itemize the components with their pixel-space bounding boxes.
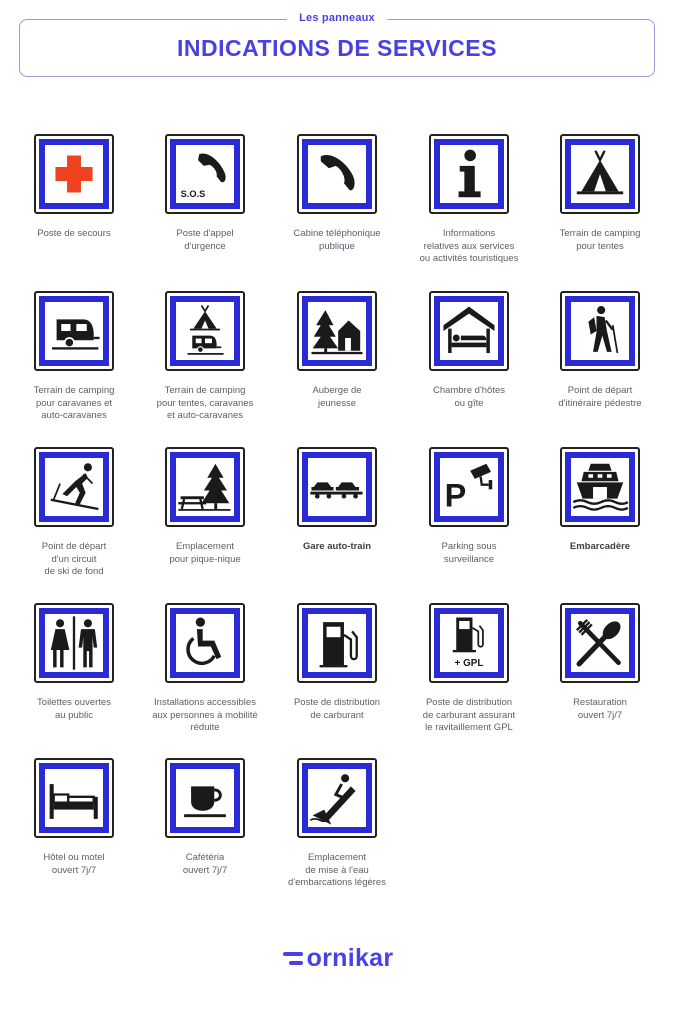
header-label: Les panneaux xyxy=(287,12,387,24)
sign-caption: Parking sous surveillance xyxy=(441,541,497,565)
sign-card xyxy=(277,447,397,554)
sign-card xyxy=(409,291,529,410)
sign-card xyxy=(145,134,265,253)
picnic-icon xyxy=(176,458,234,516)
sign-frame xyxy=(297,291,377,371)
sign-frame xyxy=(429,603,509,683)
sign-frame xyxy=(165,291,245,371)
gpl-label: + GPL xyxy=(454,658,484,670)
phone-handset-icon xyxy=(308,145,366,203)
bed-icon xyxy=(45,769,103,827)
sign-caption: Auberge de jeunesse xyxy=(312,385,362,409)
sign-frame xyxy=(34,134,114,214)
red-cross-icon xyxy=(45,145,103,203)
sign-caption: Terrain de camping pour tentes xyxy=(559,228,641,252)
sign-caption: Emplacement pour pique-nique xyxy=(169,541,241,565)
sign-frame xyxy=(297,603,377,683)
sign-frame xyxy=(429,134,509,214)
sign-caption: Chambre d'hôtes ou gîte xyxy=(432,385,506,409)
sign-card xyxy=(409,447,529,566)
sign-frame xyxy=(165,447,245,527)
sign-frame xyxy=(165,603,245,683)
sign-card xyxy=(540,603,660,722)
sign-caption: Poste de distribution de carburant assurant le ravitaillement GPL xyxy=(422,697,516,733)
sign-card xyxy=(277,134,397,253)
sign-frame xyxy=(34,291,114,371)
ornikar-logo xyxy=(0,944,676,974)
sign-card xyxy=(14,134,134,241)
hiker-icon xyxy=(571,302,629,360)
sign-caption: Poste de distribution de carburant xyxy=(293,697,381,721)
sign-frame xyxy=(429,447,509,527)
sign-frame xyxy=(297,134,377,214)
logo-text: ornikar xyxy=(306,944,394,972)
sign-frame xyxy=(560,447,640,527)
sign-frame xyxy=(34,447,114,527)
car-train-icon xyxy=(308,458,366,516)
sign-frame xyxy=(34,603,114,683)
sign-caption: Cafétéria ouvert 7j/7 xyxy=(182,852,228,876)
sign-card xyxy=(409,603,529,735)
sign-caption: Installations accessibles aux personnes à mobilité réduite xyxy=(152,697,258,733)
sos-phone-icon xyxy=(176,145,234,203)
sign-frame xyxy=(297,758,377,838)
sign-caption: Toilettes ouvertes au public xyxy=(37,697,111,721)
sign-caption: Gare auto-train xyxy=(302,541,372,552)
sign-frame xyxy=(165,758,245,838)
sign-frame xyxy=(560,603,640,683)
sign-card xyxy=(277,603,397,722)
fuel-pump-gpl-icon xyxy=(440,614,498,672)
sign-card xyxy=(145,758,265,877)
bed-house-icon xyxy=(440,302,498,360)
toilets-icon xyxy=(45,614,103,672)
sign-caption: Informations relatives aux services ou activités touristiques xyxy=(419,228,519,264)
sign-card xyxy=(145,291,265,423)
ferry-icon xyxy=(571,458,629,516)
sign-card xyxy=(14,603,134,722)
sign-caption: Point de départ d'itinéraire pédestre xyxy=(558,385,642,409)
sign-card xyxy=(540,291,660,410)
header-box xyxy=(19,12,655,77)
sign-caption: Terrain de camping pour caravanes et auto-caravanes xyxy=(33,385,115,421)
sign-caption: Embarcadère xyxy=(569,541,631,552)
sign-card xyxy=(277,758,397,890)
coffee-cup-icon xyxy=(176,769,234,827)
sign-caption: Poste de secours xyxy=(37,228,111,239)
caravan-icon xyxy=(45,302,103,360)
sign-frame xyxy=(429,291,509,371)
sign-caption: Hôtel ou motel ouvert 7j/7 xyxy=(43,852,105,876)
sign-caption: Terrain de camping pour tentes, caravanes et auto-caravanes xyxy=(156,385,254,421)
page-title: INDICATIONS DE SERVICES xyxy=(177,35,497,61)
fuel-pump-icon xyxy=(308,614,366,672)
sign-caption: Cabine téléphonique publique xyxy=(293,228,381,252)
tent-icon xyxy=(571,145,629,203)
sign-card xyxy=(14,447,134,579)
sign-caption: Poste d'appel d'urgence xyxy=(176,228,234,252)
sign-card xyxy=(277,291,397,410)
skier-icon xyxy=(45,458,103,516)
sign-frame xyxy=(560,291,640,371)
sos-label: S.O.S xyxy=(180,189,206,200)
sign-frame xyxy=(560,134,640,214)
wheelchair-icon xyxy=(176,614,234,672)
fork-knife-icon xyxy=(571,614,629,672)
sign-caption: Emplacement de mise à l'eau d'embarcations légères xyxy=(288,852,386,888)
sign-frame xyxy=(297,447,377,527)
parking-camera-icon xyxy=(440,458,498,516)
sign-caption: Restauration ouvert 7j/7 xyxy=(573,697,627,721)
canoe-launch-icon xyxy=(308,769,366,827)
information-icon xyxy=(440,145,498,203)
youth-hostel-icon xyxy=(308,302,366,360)
parking-letter: P xyxy=(444,477,467,514)
sign-card xyxy=(145,603,265,735)
sign-card xyxy=(14,291,134,423)
sign-card xyxy=(540,134,660,253)
logo-mark-icon xyxy=(283,950,305,968)
tent-caravan-icon xyxy=(176,302,234,360)
sign-card xyxy=(409,134,529,266)
sign-frame xyxy=(165,134,245,214)
sign-card xyxy=(145,447,265,566)
sign-caption: Point de départ d'un circuit de ski de fond xyxy=(41,541,107,577)
sign-card xyxy=(540,447,660,554)
sign-frame xyxy=(34,758,114,838)
sign-card xyxy=(14,758,134,877)
